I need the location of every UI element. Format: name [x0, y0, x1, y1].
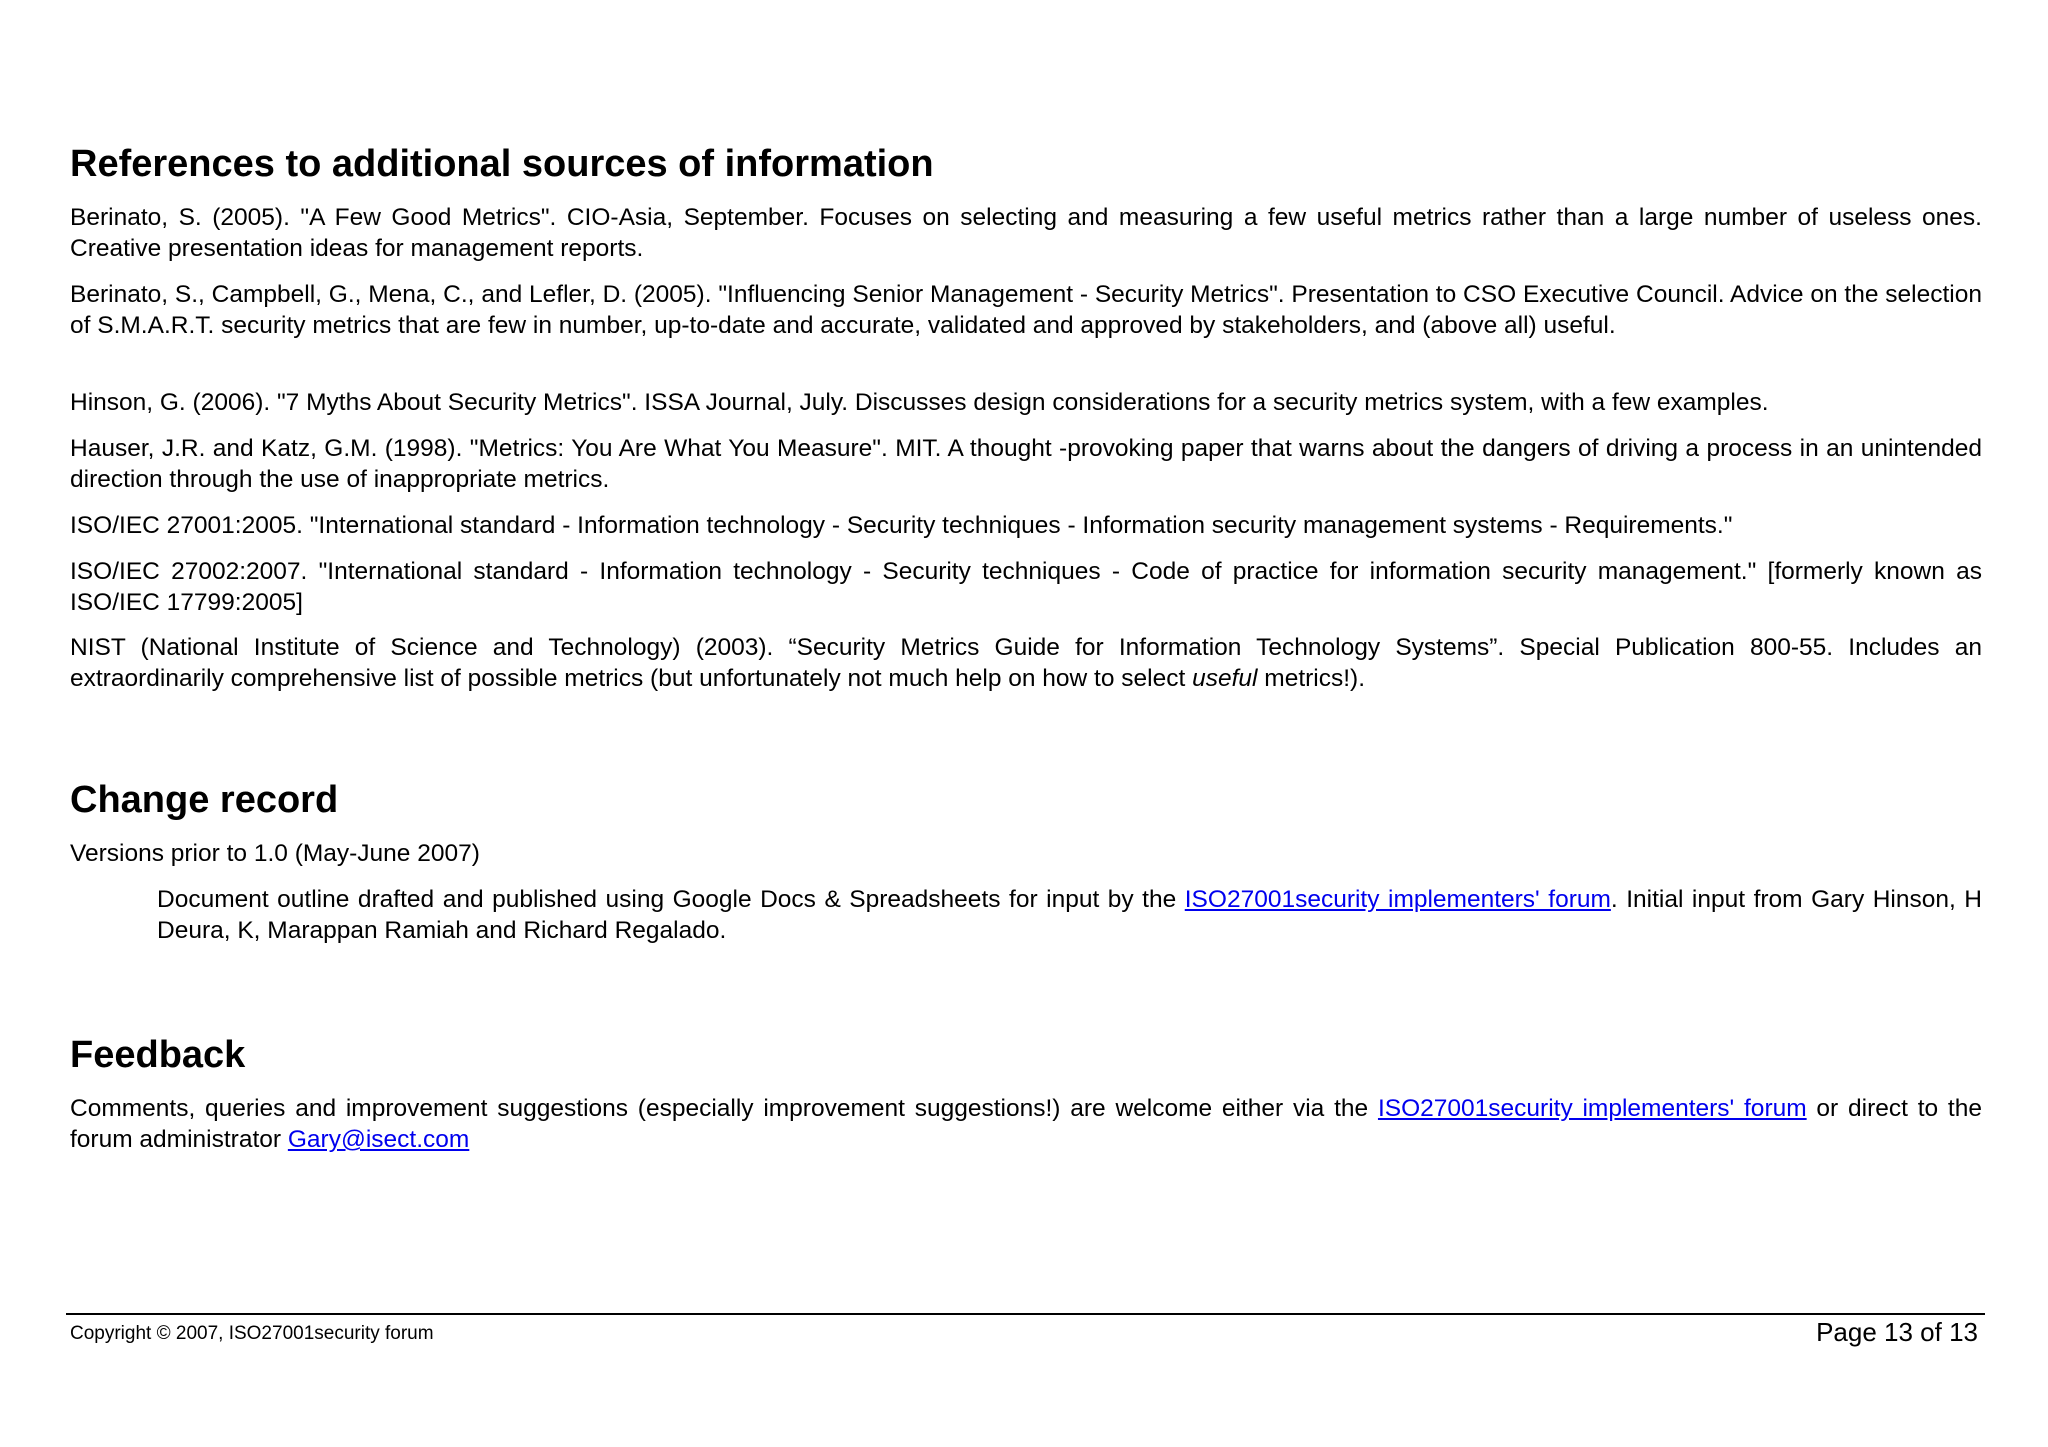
- references-heading: References to additional sources of information: [70, 143, 934, 185]
- reference-item-nist: [70, 632, 1982, 694]
- document-page: [70, 0, 1982, 1447]
- change-record-detail-text: Document outline drafted and published using Google Docs & Spreadsheets for input by the: [157, 886, 1185, 913]
- forum-link[interactable]: ISO27001security implementers' forum: [1184, 886, 1611, 913]
- reference-nist-emphasis: useful: [1192, 665, 1258, 692]
- feedback-forum-link[interactable]: ISO27001security implementers' forum: [1377, 1095, 1807, 1122]
- reference-item-hauser-katz: Hauser, J.R. and Katz, G.M. (1998). "Metrics: You Are What You Measure". MIT. A thought -provoking paper that warns about the dangers of driving a process in an unintended direction through the use of inappropriate metrics.: [70, 435, 1982, 493]
- change-record-heading: Change record: [70, 779, 339, 821]
- change-record-versions: Versions prior to 1.0 (May-June 2007): [70, 840, 480, 867]
- feedback-text: Comments, queries and improvement suggestions (especially improvement suggestions!) are welcome either via the: [70, 1095, 1378, 1122]
- feedback-heading: Feedback: [70, 1034, 246, 1076]
- footer-divider: [66, 1313, 1985, 1315]
- feedback-text-middle: or direct to the forum administrator: [70, 1095, 1982, 1153]
- reference-item-berinato-campbell: Berinato, S., Campbell, G., Mena, C., and Lefler, D. (2005). "Influencing Senior Management - Security Metrics". Presentation to CSO Executive Council. Advice on the selection of S.M.A.R.T. security metrics that are few in number, up-to-date and accurate, validated and approved by stakeholders, and (above all) useful.: [70, 281, 1982, 339]
- reference-nist-text-end: metrics!).: [1257, 665, 1366, 692]
- reference-nist-text: NIST (National Institute of Science and Technology) (2003). “Security Metrics Guide for Information Technology Systems”. Special Publication 800-55. Includes an extraordinarily comprehensive list of possible metrics (but unfortunately not much help on how to select: [70, 634, 1982, 692]
- admin-email-link[interactable]: Gary@isect.com: [287, 1126, 470, 1153]
- footer-copyright: Copyright © 2007, ISO27001security forum: [70, 1323, 434, 1344]
- reference-item-hinson: Hinson, G. (2006). "7 Myths About Security Metrics". ISSA Journal, July. Discusses design considerations for a security metrics system, with a few examples.: [70, 389, 1769, 416]
- reference-item-berinato-2005: Berinato, S. (2005). "A Few Good Metrics". CIO-Asia, September. Focuses on selecting and measuring a few useful metrics rather than a large number of useless ones. Creative presentation ideas for management reports.: [70, 204, 1982, 262]
- reference-item-iso-27001: ISO/IEC 27001:2005. "International standard - Information technology - Security techniques - Information security management systems - Requirements.": [70, 512, 1733, 539]
- change-record-detail: [157, 884, 1982, 946]
- change-record-detail-text-end: . Initial input from Gary Hinson, H Deura, K, Marappan Ramiah and Richard Regalado.: [157, 886, 1982, 944]
- reference-item-iso-27002: ISO/IEC 27002:2007. "International standard - Information technology - Security techniques - Code of practice for information security management." [formerly known as ISO/IEC 17799:2005]: [70, 558, 1982, 616]
- feedback-paragraph: [70, 1093, 1982, 1155]
- footer-page-number: Page 13 of 13: [1816, 1317, 1978, 1347]
